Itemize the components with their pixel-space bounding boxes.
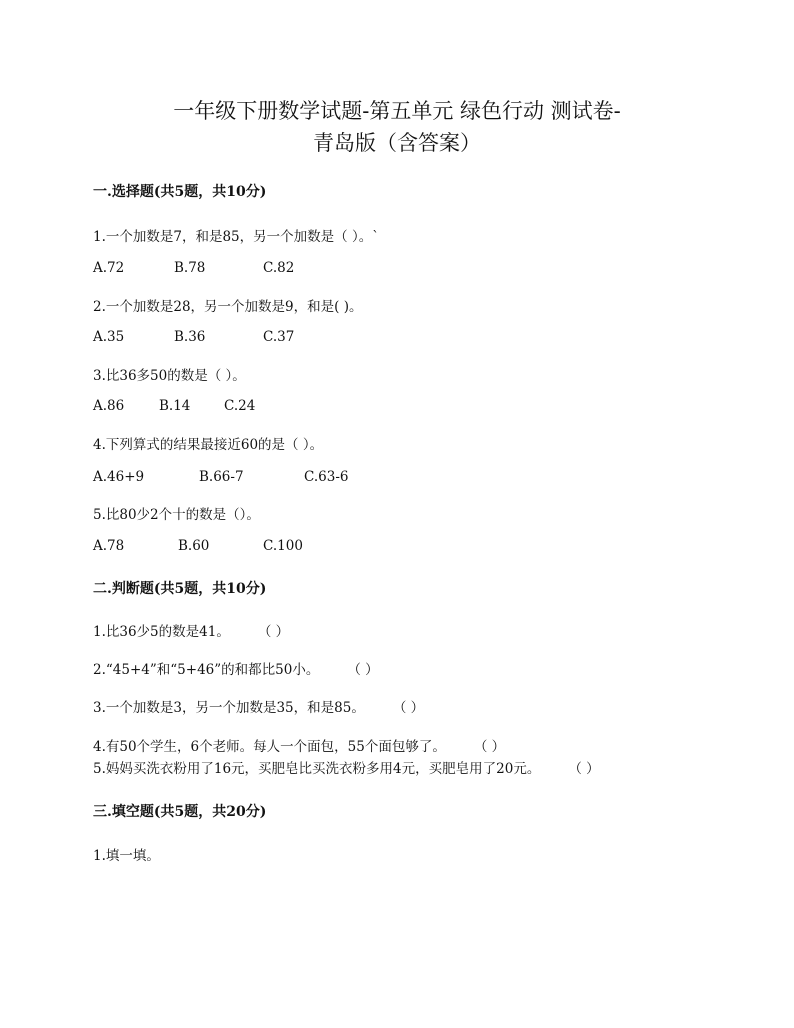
option-b: B.78	[174, 260, 206, 276]
question-text: 2.“45+4”和“5+46”的和都比50小。	[93, 662, 320, 678]
judge-question-2	[93, 658, 379, 678]
answer-paren: （ ）	[392, 700, 425, 716]
option-c: C.24	[224, 398, 256, 414]
option-c: C.37	[263, 329, 295, 345]
question-text: 4.有50个学生，6个老师。每人一个面包，55个面包够了。	[93, 739, 446, 755]
page-title-line-1: 一年级下册数学试题-第五单元 绿色行动 测试卷-	[173, 99, 621, 123]
option-b: B.14	[159, 398, 191, 414]
choice-question-5: 5.比80少2个十的数是（）。	[93, 507, 260, 523]
answer-paren: （ ）	[347, 662, 379, 678]
option-a: A.86	[93, 398, 125, 414]
judge-question-4	[93, 735, 505, 755]
option-c: C.82	[263, 260, 295, 276]
section-heading-choice: 一.选择题(共5题，共10分)	[93, 184, 267, 200]
judge-question-5	[93, 757, 600, 777]
question-text: 3.一个加数是3，另一个加数是35，和是85。	[93, 700, 365, 716]
option-c: C.100	[263, 538, 303, 554]
choice-question-3: 3.比36多50的数是（ ）。	[93, 368, 246, 384]
option-b: B.60	[178, 538, 210, 554]
page-title-line-2: 青岛版（含答案）	[313, 131, 481, 155]
option-b: B.66-7	[199, 469, 244, 485]
choice-question-1: 1.一个加数是7，和是85，另一个加数是（ ）。`	[93, 229, 379, 245]
section-heading-fill: 三.填空题(共5题，共20分)	[93, 804, 267, 820]
judge-question-3	[93, 696, 424, 716]
option-a: A.78	[93, 538, 125, 554]
answer-paren: （ ）	[568, 761, 600, 777]
option-a: A.35	[93, 329, 125, 345]
option-a: A.46+9	[93, 469, 145, 485]
choice-question-2: 2.一个加数是28，另一个加数是9，和是( )。	[93, 299, 363, 315]
choice-question-4: 4.下列算式的结果最接近60的是（ ）。	[93, 437, 324, 453]
judge-question-1	[93, 620, 289, 640]
option-a: A.72	[93, 260, 125, 276]
question-text: 1.比36少5的数是41。	[93, 624, 230, 640]
answer-paren: （ ）	[473, 739, 506, 755]
answer-paren: （ ）	[257, 624, 290, 640]
section-heading-judge: 二.判断题(共5题，共10分)	[93, 581, 267, 597]
option-c: C.63-6	[304, 469, 349, 485]
option-b: B.36	[174, 329, 206, 345]
question-text: 5.妈妈买洗衣粉用了16元，买肥皂比买洗衣粉多用4元，买肥皂用了20元。	[93, 761, 541, 777]
fill-question-1: 1.填一填。	[93, 848, 160, 864]
